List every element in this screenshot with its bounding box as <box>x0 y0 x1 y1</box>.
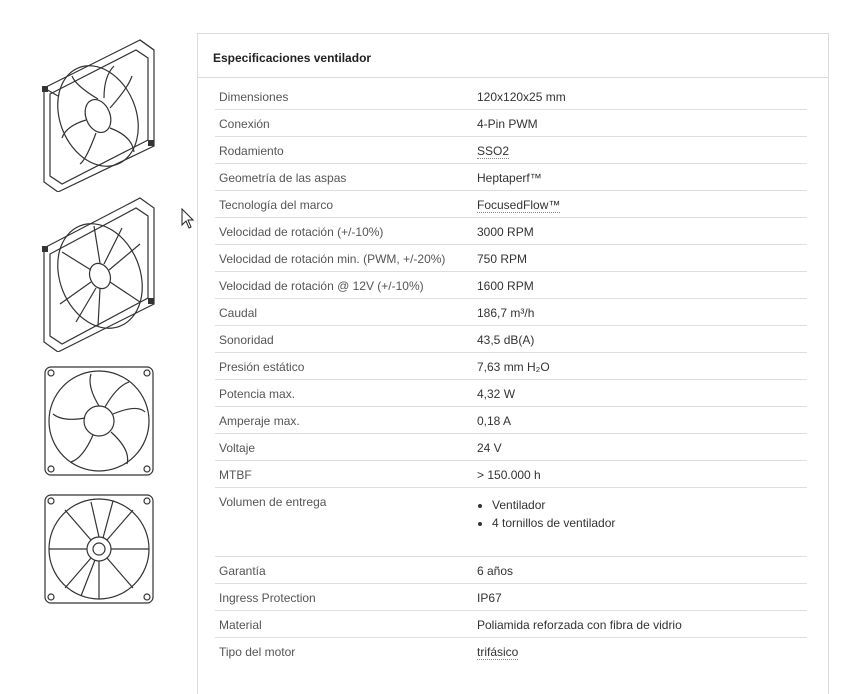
spec-label: Potencia max. <box>219 387 296 401</box>
table-row <box>215 407 807 434</box>
list-item: • Ventilador <box>492 499 615 512</box>
table-row <box>215 326 807 353</box>
fan-angled-front-icon[interactable] <box>36 36 162 192</box>
spec-label: Presión estático <box>219 360 305 374</box>
spec-label: Conexión <box>219 117 270 131</box>
table-row <box>215 299 807 326</box>
spec-table <box>215 83 807 665</box>
spec-value: Poliamida reforzada con fibra de vidrio <box>477 618 682 632</box>
spec-label: Sonoridad <box>219 333 274 347</box>
table-row <box>215 272 807 299</box>
spec-value: 7,63 mm H₂O <box>477 360 550 374</box>
spec-label: Dimensiones <box>219 90 289 104</box>
spec-label: Velocidad de rotación min. (PWM, +/-20%) <box>219 252 446 266</box>
spec-label: Garantía <box>219 564 266 578</box>
panel-title: Especificaciones ventilador <box>198 34 828 78</box>
spec-value-link[interactable]: trifásico <box>477 645 519 659</box>
spec-value: IP67 <box>477 591 502 605</box>
table-row <box>215 137 807 164</box>
table-row <box>215 611 807 638</box>
spec-label: Volumen de entrega <box>219 495 327 509</box>
spec-value: 120x120x25 mm <box>477 90 566 104</box>
fan-back-icon[interactable] <box>36 492 162 606</box>
fan-angled-back-icon[interactable] <box>36 192 162 352</box>
spec-value-link[interactable]: SSO2 <box>477 144 510 158</box>
product-images <box>36 32 162 612</box>
specs-panel <box>197 33 829 694</box>
spec-label: Velocidad de rotación @ 12V (+/-10%) <box>219 279 424 293</box>
spec-value: Heptaperf™ <box>477 171 542 185</box>
table-row <box>215 353 807 380</box>
table-row <box>215 245 807 272</box>
table-row <box>215 434 807 461</box>
table-row <box>215 218 807 245</box>
spec-value: 4,32 W <box>477 387 516 401</box>
delivery-list <box>477 499 615 535</box>
table-row <box>215 488 807 557</box>
spec-label: Tecnología del marco <box>219 198 334 212</box>
table-row <box>215 110 807 137</box>
spec-value: > 150.000 h <box>477 468 541 482</box>
spec-label: Amperaje max. <box>219 414 300 428</box>
spec-label: Geometría de las aspas <box>219 171 347 185</box>
spec-label: Tipo del motor <box>219 645 296 659</box>
list-item: • 4 tornillos de ventilador <box>492 517 615 530</box>
spec-label: Voltaje <box>219 441 256 455</box>
table-row <box>215 638 807 665</box>
table-row <box>215 557 807 584</box>
table-row <box>215 191 807 218</box>
spec-value: 24 V <box>477 441 502 455</box>
table-row <box>215 584 807 611</box>
spec-label: Velocidad de rotación (+/-10%) <box>219 225 384 239</box>
table-row <box>215 461 807 488</box>
spec-value: 186,7 m³/h <box>477 306 535 320</box>
spec-value: 0,18 A <box>477 414 512 428</box>
spec-value: 43,5 dB(A) <box>477 333 535 347</box>
fan-front-icon[interactable] <box>36 364 162 478</box>
spec-value: 6 años <box>477 564 514 578</box>
spec-value: 750 RPM <box>477 252 528 266</box>
spec-value: 1600 RPM <box>477 279 534 293</box>
spec-value: 4-Pin PWM <box>477 117 538 131</box>
spec-value-link[interactable]: FocusedFlow™ <box>477 198 561 212</box>
cursor-icon <box>181 208 195 230</box>
table-row <box>215 164 807 191</box>
spec-value: 3000 RPM <box>477 225 534 239</box>
table-row <box>215 83 807 110</box>
spec-label: MTBF <box>219 468 252 482</box>
spec-label: Caudal <box>219 306 258 320</box>
spec-label: Ingress Protection <box>219 591 316 605</box>
spec-label: Rodamiento <box>219 144 284 158</box>
spec-label: Material <box>219 618 262 632</box>
table-row <box>215 380 807 407</box>
